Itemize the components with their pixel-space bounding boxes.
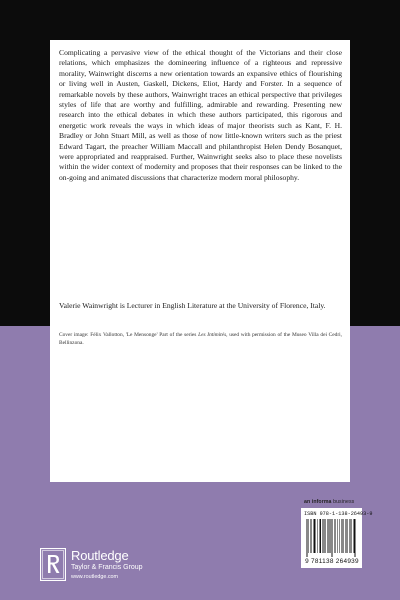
blurb-text: Complicating a pervasive view of the ethical thought of the Victorians and their close relations, which emphasizes the domineering influence of a righteous and repressive morality, Wainwright discerns a new orientation towards an expansive ethics of flourishing or living well in Austen, Gaskell, Dickens, Eliot, Hardy and Forster. In a sequence of remarkable novels by these authors, Wainwright traces an ethical perspective that privileges styles of life that are worthy and fulfilling, admirable and rewarding. Presenting new research into the ethical debates in which these authors participated, this rigorous and energetic work reveals the ways in which ideas of major theorists such as Kant, F. H. Bradley or John Stuart Mill, as well as those of now little-known writers such as the priest Edward Tagart, the preacher William Maccall and philanthropist Helen Dendy Bosanquet, were appropriated and reappraised. Further, Wainwright seeks also to place these novelists within the wider context of modernity and proposes that their responses can be linked to the on-going and animated discussions that characterize modern moral philosophy. [59,48,342,182]
ean-digits: 9 781138 264939 [305,558,359,565]
informa-tagline [304,499,354,505]
cover-credit-prefix: Cover image: Félix Vallotton, 'Le Mensonge' Part of the series [59,332,199,338]
informa-word: business [333,499,355,505]
publisher-logo [40,548,200,582]
barcode-icon [305,519,358,557]
cover-credit-suffix: , used with permission of the Museo Villa dei Cedri, Bellinzona. [59,332,342,346]
publisher-url: www.routledge.com [71,574,119,580]
publisher-name: Routledge [71,548,129,563]
text-panel [50,40,350,482]
routledge-r-icon [40,548,66,581]
informa-brand: an informa [304,499,332,505]
publisher-group: Taylor & Francis Group [71,564,143,571]
cover-credit [59,331,342,347]
cover-credit-series: Les Intimités [198,332,227,338]
isbn-label: ISBN 978-1-138-26493-9 [304,511,373,517]
author-bio: Valerie Wainwright is Lecturer in English Literature at the University of Florence, Italy. [59,301,326,310]
barcode-box [301,508,373,568]
